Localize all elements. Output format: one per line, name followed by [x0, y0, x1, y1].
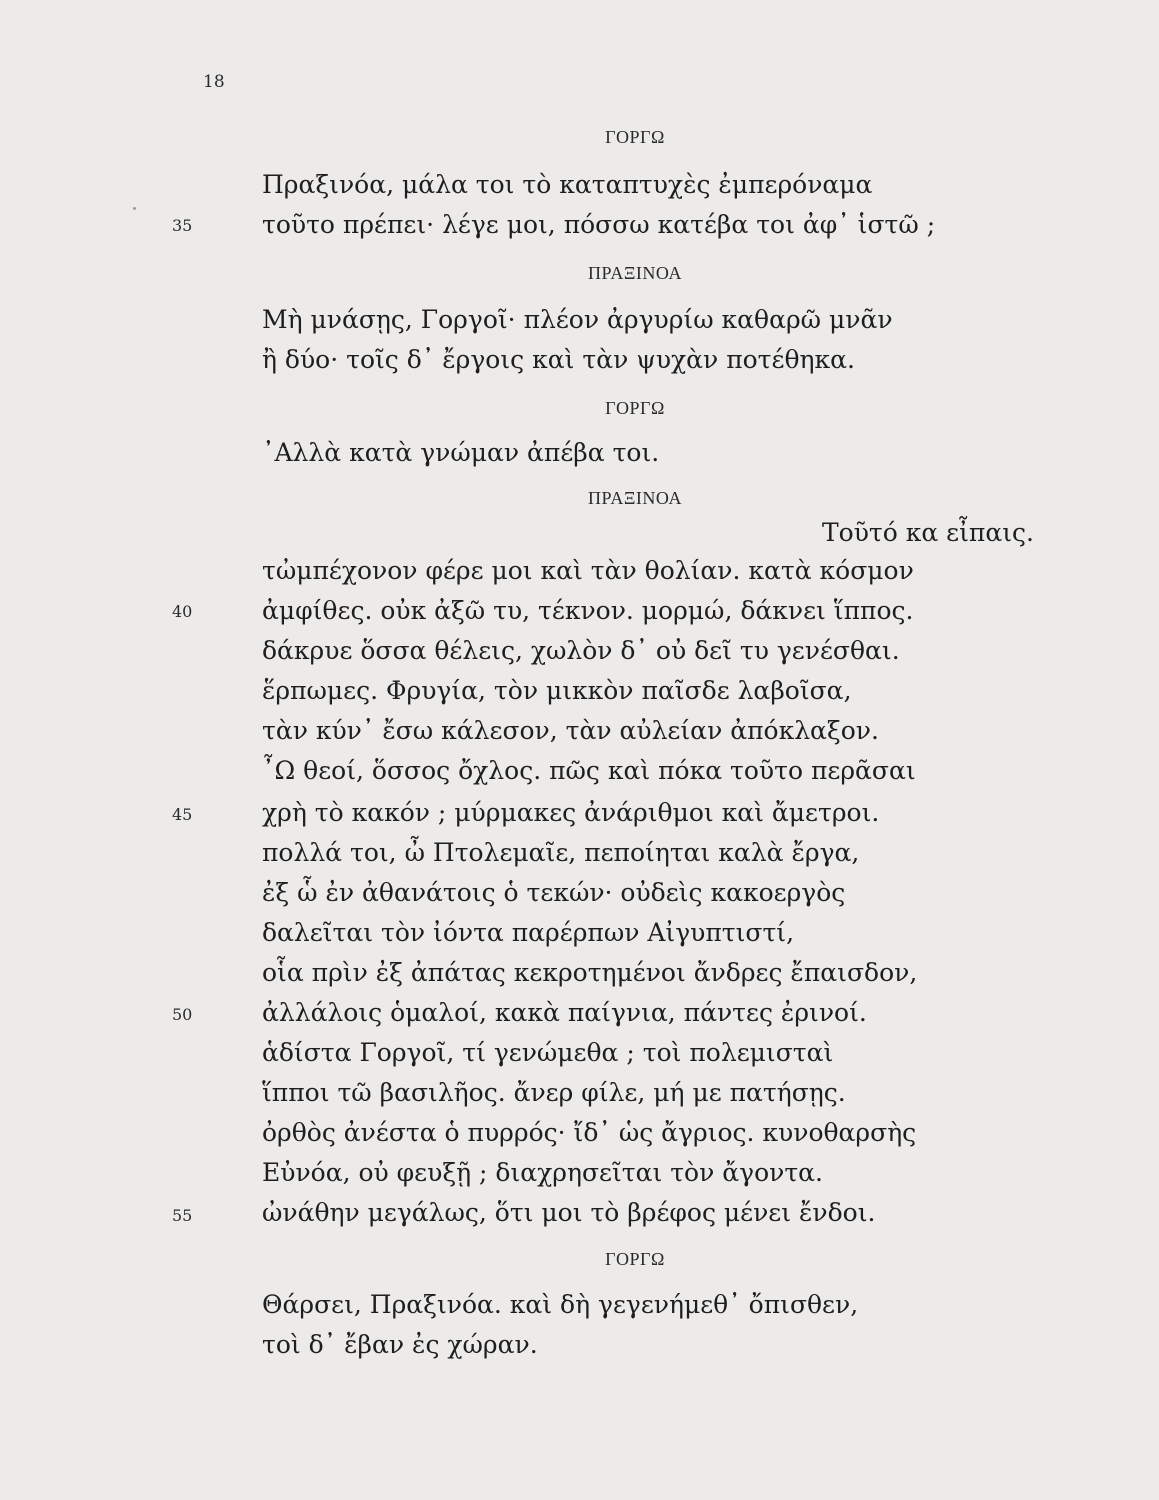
verse-line: Εὐνόα, οὐ φευξῇ ; διαχρησεῖται τὸν ἄγοντα. [262, 1158, 823, 1187]
speaker-heading-gorgo: ΓΟΡΓΩ [605, 398, 665, 418]
verse-line: ἀλλάλοις ὁμαλοί, κακὰ παίγνια, πάντες ἐρινοί. [262, 998, 867, 1027]
line-number-35: 35 [172, 216, 193, 235]
verse-line: πολλά τοι, ὦ Πτολεμαῖε, πεποίηται καλὰ ἔργα, [262, 838, 860, 867]
verse-line: τὰν κύν᾽ ἔσω κάλεσον, τὰν αὐλείαν ἀπόκλαξον. [262, 716, 879, 745]
speaker-heading-gorgo: ΓΟΡΓΩ [605, 1249, 665, 1269]
verse-line: ἁδίστα Γοργοῖ, τί γενώμεθα ; τοὶ πολεμισταὶ [262, 1038, 834, 1067]
verse-line: Θάρσει, Πραξινόα. καὶ δὴ γεγενήμεθ᾽ ὄπισθεν, [262, 1290, 859, 1319]
line-number-45: 45 [172, 805, 193, 824]
verse-line: χρὴ τὸ κακόν ; μύρμακες ἀνάριθμοι καὶ ἄμετροι. [262, 798, 880, 827]
page-number: 18 [203, 72, 225, 92]
line-number-55: 55 [172, 1206, 193, 1225]
verse-line: ᾽Αλλὰ κατὰ γνώμαν ἀπέβα τοι. [262, 438, 660, 467]
verse-line: δαλεῖται τὸν ἰόντα παρέρπων Αἰγυπτιστί, [262, 918, 795, 947]
verse-line: ἵπποι τῶ βασιλῆος. ἄνερ φίλε, μή με πατήσῃς. [262, 1078, 846, 1107]
verse-line: τὠμπέχονον φέρε μοι καὶ τὰν θολίαν. κατὰ κόσμον [262, 556, 914, 585]
line-number-50: 50 [172, 1005, 193, 1024]
speaker-heading-praxinoa: ΠΡΑΞΙΝΟΑ [587, 488, 683, 508]
verse-line: ἐξ ὧ ἐν ἀθανάτοις ὁ τεκών· οὐδεὶς κακοεργὸς [262, 878, 846, 907]
verse-line: ὠνάθην μεγάλως, ὅτι μοι τὸ βρέφος μένει ἔνδοι. [262, 1198, 876, 1227]
verse-line: οἷα πρὶν ἐξ ἀπάτας κεκροτημένοι ἄνδρες ἔπαισδον, [262, 958, 918, 987]
line-number-40: 40 [172, 602, 193, 621]
speaker-heading-praxinoa: ΠΡΑΞΙΝΟΑ [587, 263, 683, 283]
verse-line: ἀμφίθες. οὐκ ἀξῶ τυ, τέκνον. μορμώ, δάκνει ἵππος. [262, 596, 914, 625]
verse-line: ἕρπωμες. Φρυγία, τὸν μικκὸν παῖσδε λαβοῖσα, [262, 676, 852, 705]
verse-line: δάκρυε ὅσσα θέλεις, χωλὸν δ᾽ οὐ δεῖ τυ γενέσθαι. [262, 636, 900, 665]
verse-line: ῏Ω θεοί, ὅσσος ὄχλος. πῶς καὶ πόκα τοῦτο περᾶσαι [262, 756, 916, 785]
verse-line: ἢ δύο· τοῖς δ᾽ ἔργοις καὶ τὰν ψυχὰν ποτέθηκα. [262, 345, 855, 374]
verse-line-continuation: Τοῦτό κα εἶπαις. [821, 518, 1034, 547]
verse-line: ὀρθὸς ἀνέστα ὁ πυρρός· ἴδ᾽ ὡς ἄγριος. κυνοθαρσὴς [262, 1118, 917, 1147]
speaker-heading-gorgo: ΓΟΡΓΩ [605, 127, 665, 147]
verse-line: Πραξινόα, μάλα τοι τὸ καταπτυχὲς ἐμπερόναμα [262, 170, 873, 199]
verse-line: τοῦτο πρέπει· λέγε μοι, πόσσω κατέβα τοι ἀφ᾽ ἱστῶ ; [262, 210, 936, 239]
verse-line: τοὶ δ᾽ ἔβαν ἐς χώραν. [262, 1330, 538, 1359]
verse-line: Μὴ μνάσῃς, Γοργοῖ· πλέον ἀργυρίω καθαρῶ μνᾶν [262, 305, 893, 334]
ink-speck [133, 207, 136, 210]
